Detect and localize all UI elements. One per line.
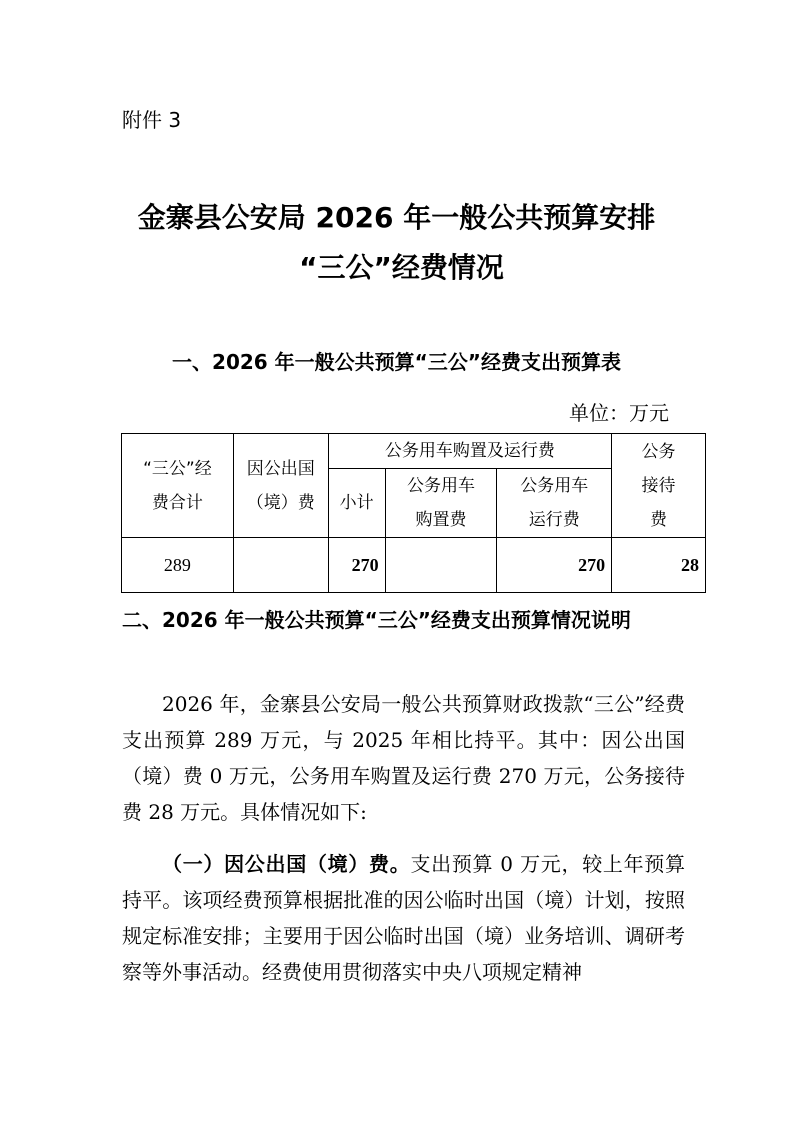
document-title-line1: 金寨县公安局 2026 年一般公共预算安排 — [137, 201, 656, 234]
cell-abroad — [233, 538, 328, 593]
paragraph-abroad-body: 支出预算 0 万元，较上年预算持平。该项经费预算根据批准的因公临时出国（境）计划，按照规定标准安排；主要用于因公临时出国（境）业务培训、调研考察等外事活动。经费使用贯彻落实中央八项规定精神 — [122, 852, 686, 984]
cell-vehicle-operation: 270 — [497, 538, 612, 593]
header-vehicle-purchase: 公务用车购置费 — [385, 469, 497, 538]
section1-heading: 一、2026 年一般公共预算“三公”经费支出预算表 — [172, 350, 621, 374]
cell-subtotal: 270 — [328, 538, 385, 593]
header-vehicle-group: 公务用车购置及运行费 — [328, 434, 611, 469]
paragraph-abroad — [122, 846, 685, 990]
paragraph-summary: 2026 年，金寨县公安局一般公共预算财政拨款“三公”经费支出预算 289 万元，与 2025 年相比持平。其中：因公出国（境）费 0 万元，公务用车购置及运行费 270 万元，公务接待费 28 万元。具体情况如下: — [122, 692, 685, 824]
header-reception: 公务接待费 — [612, 434, 706, 538]
unit-label: 单位：万元 — [569, 401, 669, 425]
header-subtotal: 小计 — [328, 469, 385, 538]
budget-table — [121, 433, 706, 593]
attachment-label: 附件 3 — [122, 108, 182, 132]
cell-reception: 28 — [612, 538, 706, 593]
header-vehicle-operation: 公务用车运行费 — [497, 469, 612, 538]
document-title-line2: “三公”经费情况 — [299, 251, 504, 284]
header-abroad: 因公出国（境）费 — [233, 434, 328, 538]
cell-vehicle-purchase — [385, 538, 497, 593]
header-total: “三公”经费合计 — [122, 434, 234, 538]
cell-total: 289 — [122, 538, 234, 593]
paragraph-abroad-lead: （一）因公出国（境）费。 — [162, 852, 411, 876]
section2-heading: 二、2026 年一般公共预算“三公”经费支出预算情况说明 — [122, 608, 631, 632]
